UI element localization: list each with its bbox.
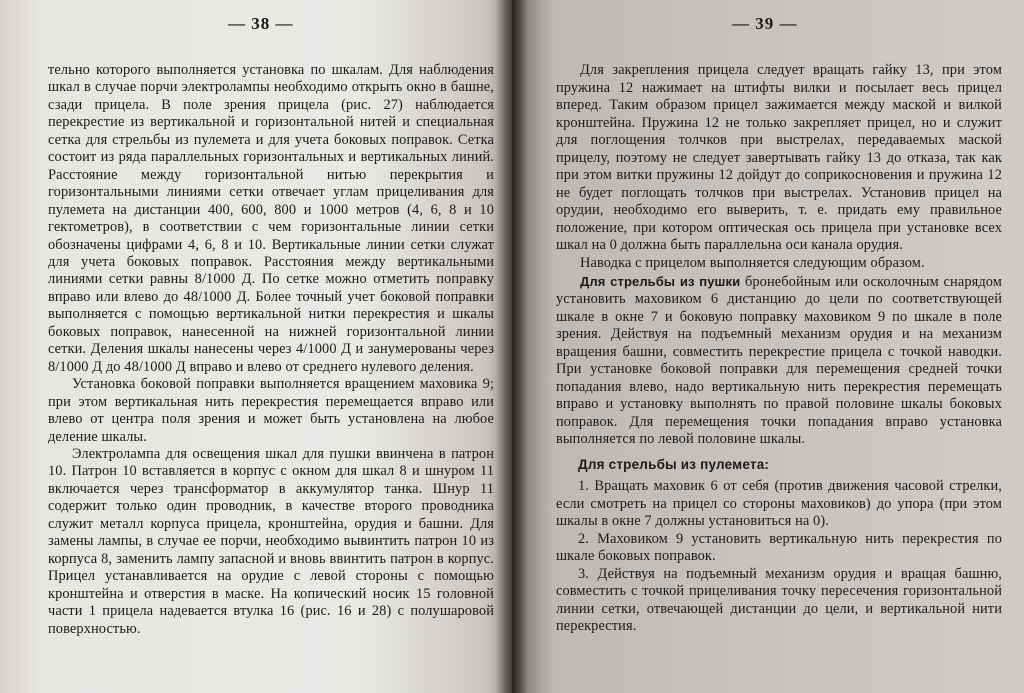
page-number: — 38 — [228,14,294,33]
paragraph: тельно которого выполняется установка по шкалам. Для наблюдения шкал в случае порчи электролампы необходимо открыть окно в башне, сзади прицела. В поле зрения прицела (рис. 27) наблюдается перекрестие из вертикальной и горизонтальной нитей и специальная сетка для стрельбы из пулемета и для учета боковых поправок. Сетка состоит из ряда параллельных горизонтальных и вертикальных линий. Расстояние между горизонтальной нитью перекрытия и горизонтальными линиями сетки отвечает углам прицеливания для пулемета на дистанции 400, 600, 800 и 1000 метров (4, 6, 8 и 10 гектометров), в соответствии с чем горизонтальные линии сетки обозначены цифрами 4, 6, 8 и 10. Вертикальные линии сетки служат для учета боковых поправок. Расстояния между вертикальными линиями сетки равны 8/1000 Д. По сетке можно отметить поправку вправо или влево до 48/1000 Д. Более точный учет боковой поправки выполняется с помощью вертикальной нитки перекрестия и шкалы боковых поправок, нанесенной на нижней горизонтальной линии сетки. Деления шкалы нанесены через 4/1000 Д и занумерованы через 8/1000 Д до 48/1000 Д вправо и влево от среднего нулевого деления. [48,62,494,375]
list-item: 2. Маховиком 9 установить вертикальную нить перекрестия по шкале боковых поправок. [556,530,1002,565]
cannon-lead: Для стрельбы из пушки [580,273,741,289]
paragraph: Установка боковой поправки выполняется вращением маховика 9; при этом вертикальная нить перекрестия перемещается вправо или влево от центра поля зрения и может быть установлена на любое деление шкалы. [48,376,494,445]
section-heading: Для стрельбы из пулемета: [578,457,770,473]
page-number: — 39 — [732,14,798,33]
right-page [512,0,1024,693]
paragraph: Наводка с прицелом выполняется следующим образом. [580,255,925,272]
list-item: 3. Действуя на подъемный механизм орудия и вращая башню, совместить с точкой прицеливания точку пересечения горизонтальной линии сетки, отвечающей дистанции до цели, и вертикальной нити перекрестия. [556,565,1002,635]
cannon-text: бронебойным или осколочным снарядом установить маховиком 6 дистанцию до цели по соответствующей шкале в окне 7 и боковую поправку маховиком 9 по шкале в поле зрения. Действуя на подъемный механизм орудия и на механизм вращения башни, совместить перекрестие прицела с точкой наводки. При установке боковой поправки для перемещения средней точки попадания влево, надо вертикальную нить перекрестия перемещать вправо и установку выполнять по правой половине шкалы боковых поправок. Для перемещения точки попадания вправо установка выполняется по левой половине шкалы. [556,273,1003,448]
list-item: 1. Вращать маховик 6 от себя (против движения часовой стрелки, если смотреть на прицел со стороны маховиков) до упора (при этом шкалы в окне 7 должны установиться на 0). [556,478,1002,530]
paragraph: Для закрепления прицела следует вращать гайку 13, при этом пружина 12 нажимает на штифты вилки и посылает весь прицел вперед. Таким образом прицел зажимается между маской и вилкой кронштейна. Пружина 12 не только закрепляет прицел, но и служит для поглощения толчков при выстрелах, передаваемых маской прицелу, поэтому не следует завертывать гайку 13 до отказа, так как при этом витки пружины 12 дойдут до соприкосновения и пружина 12 не будет поглощать толчков при выстрелах. Установив прицел на орудии, необходимо его выверить, т. е. придать ему правильное положение, при котором оптическая ось прицела при установке всех шкал на 0 должна быть параллельна оси канала орудия. [556,62,1002,254]
cannon-paragraph [556,273,1002,449]
paragraph: Электролампа для освещения шкал для пушки ввинчена в патрон 10. Патрон 10 вставляется в корпус с окном для шкал 8 и шнуром 11 включается через трансформатор в аккумулятор танка. Шнур 11 содержит только один проводник, в качестве второго проводника служит металл корпуса прицела, кронштейна, орудия и башни. Для замены лампы, в случае ее порчи, необходимо вывинтить патрон 10 из корпуса 8, заменить лампу запасной и вновь ввинтить патрон в корпус. Прицел устанавливается на орудие с левой стороны с помощью кронштейна и отверстия в маске. На копический носик 15 головной части 1 прицела надевается втулка 16 (рис. 16 и 28) с полушаровой поверхностью. [48,445,494,637]
